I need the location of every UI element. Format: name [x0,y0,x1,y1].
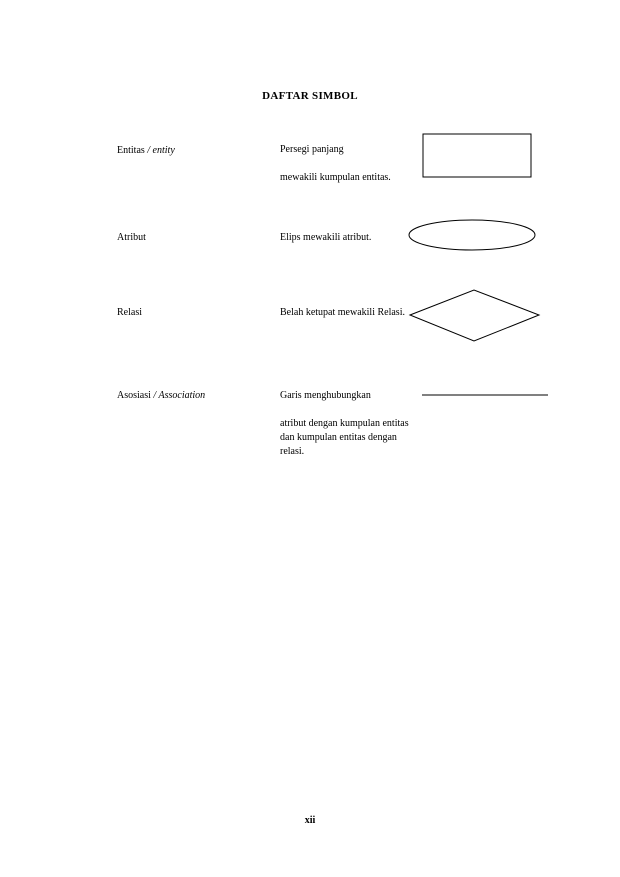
desc-relasi [280,306,405,320]
desc-atribut [280,231,410,245]
desc-line: Garis menghubungkan [280,390,371,401]
term-relasi [117,307,142,318]
term-english: / entity [147,145,175,156]
desc-continuation: atribut dengan kumpulan entitas dan kumpulan entitas dengan relasi. [280,418,409,457]
desc-asosiasi [280,389,410,459]
desc-continuation: mewakili kumpulan entitas. [280,172,391,183]
term-english: / Association [153,390,206,401]
page-title: DAFTAR SIMBOL [262,90,358,102]
term-asosiasi [117,390,205,401]
diamond-symbol [408,288,542,344]
term-label: Entitas [117,145,145,156]
term-label: Relasi [117,307,142,318]
ellipse-symbol [408,219,538,253]
page-number: xii [304,815,316,826]
rectangle-symbol [422,133,534,179]
desc-line: Persegi panjang [280,144,344,155]
term-label: Atribut [117,232,146,243]
desc-entitas [280,143,410,185]
line-symbol [422,390,550,400]
term-atribut [117,232,146,243]
desc-line: Belah ketupat mewakili Relasi. [280,307,405,318]
desc-line: Elips mewakili atribut. [280,232,372,243]
term-label: Asosiasi [117,390,151,401]
term-entitas [117,145,175,156]
